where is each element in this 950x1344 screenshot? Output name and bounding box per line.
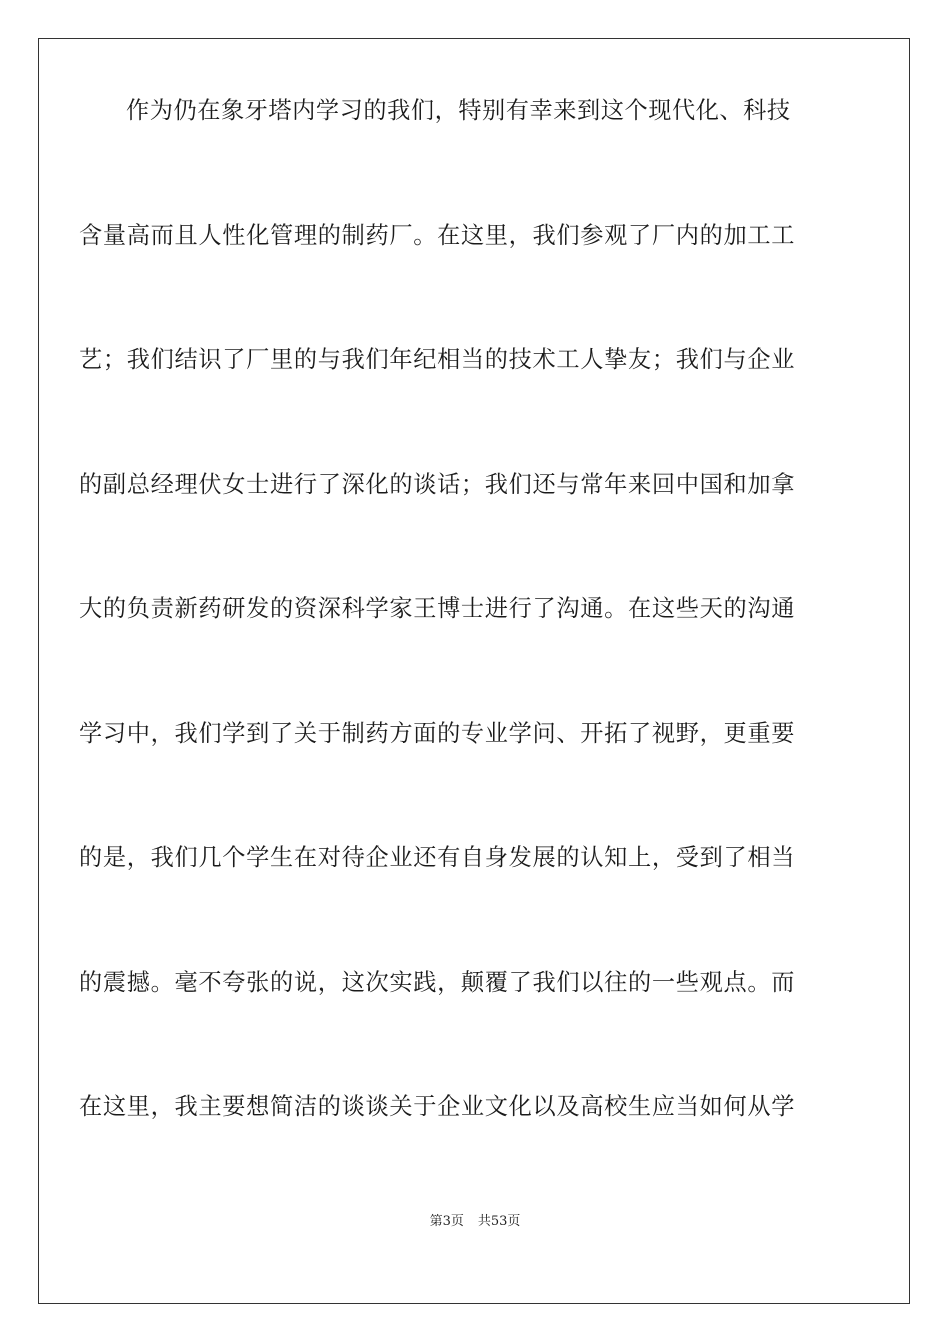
text-line: 的是，我们几个学生在对待企业还有自身发展的认知上，受到了相当 [79, 844, 795, 871]
page-footer [0, 1210, 950, 1229]
text-line: 作为仍在象牙塔内学习的我们，特别有幸来到这个现代化、科技 [126, 97, 791, 124]
text-line: 艺；我们结识了厂里的与我们年纪相当的技术工人挚友；我们与企业 [79, 346, 795, 373]
page-total: 共53页 [477, 1214, 521, 1229]
text-line: 含量高而且人性化管理的制药厂。在这里，我们参观了厂内的加工工 [79, 221, 795, 249]
text-line: 学习中，我们学到了关于制药方面的专业学问、开拓了视野，更重要 [79, 719, 795, 747]
page-number: 第3页 [429, 1214, 464, 1229]
text-line: 的副总经理伏女士进行了深化的谈话；我们还与常年来回中国和加拿 [79, 470, 795, 498]
text-line: 在这里，我主要想简洁的谈谈关于企业文化以及高校生应当如何从学 [79, 1093, 795, 1120]
text-line: 的震撼。毫不夸张的说，这次实践，颠覆了我们以往的一些观点。而 [79, 968, 795, 996]
body-paragraph [79, 95, 795, 1216]
text-line: 大的负责新药研发的资深科学家王博士进行了沟通。在这些天的沟通 [79, 595, 795, 622]
